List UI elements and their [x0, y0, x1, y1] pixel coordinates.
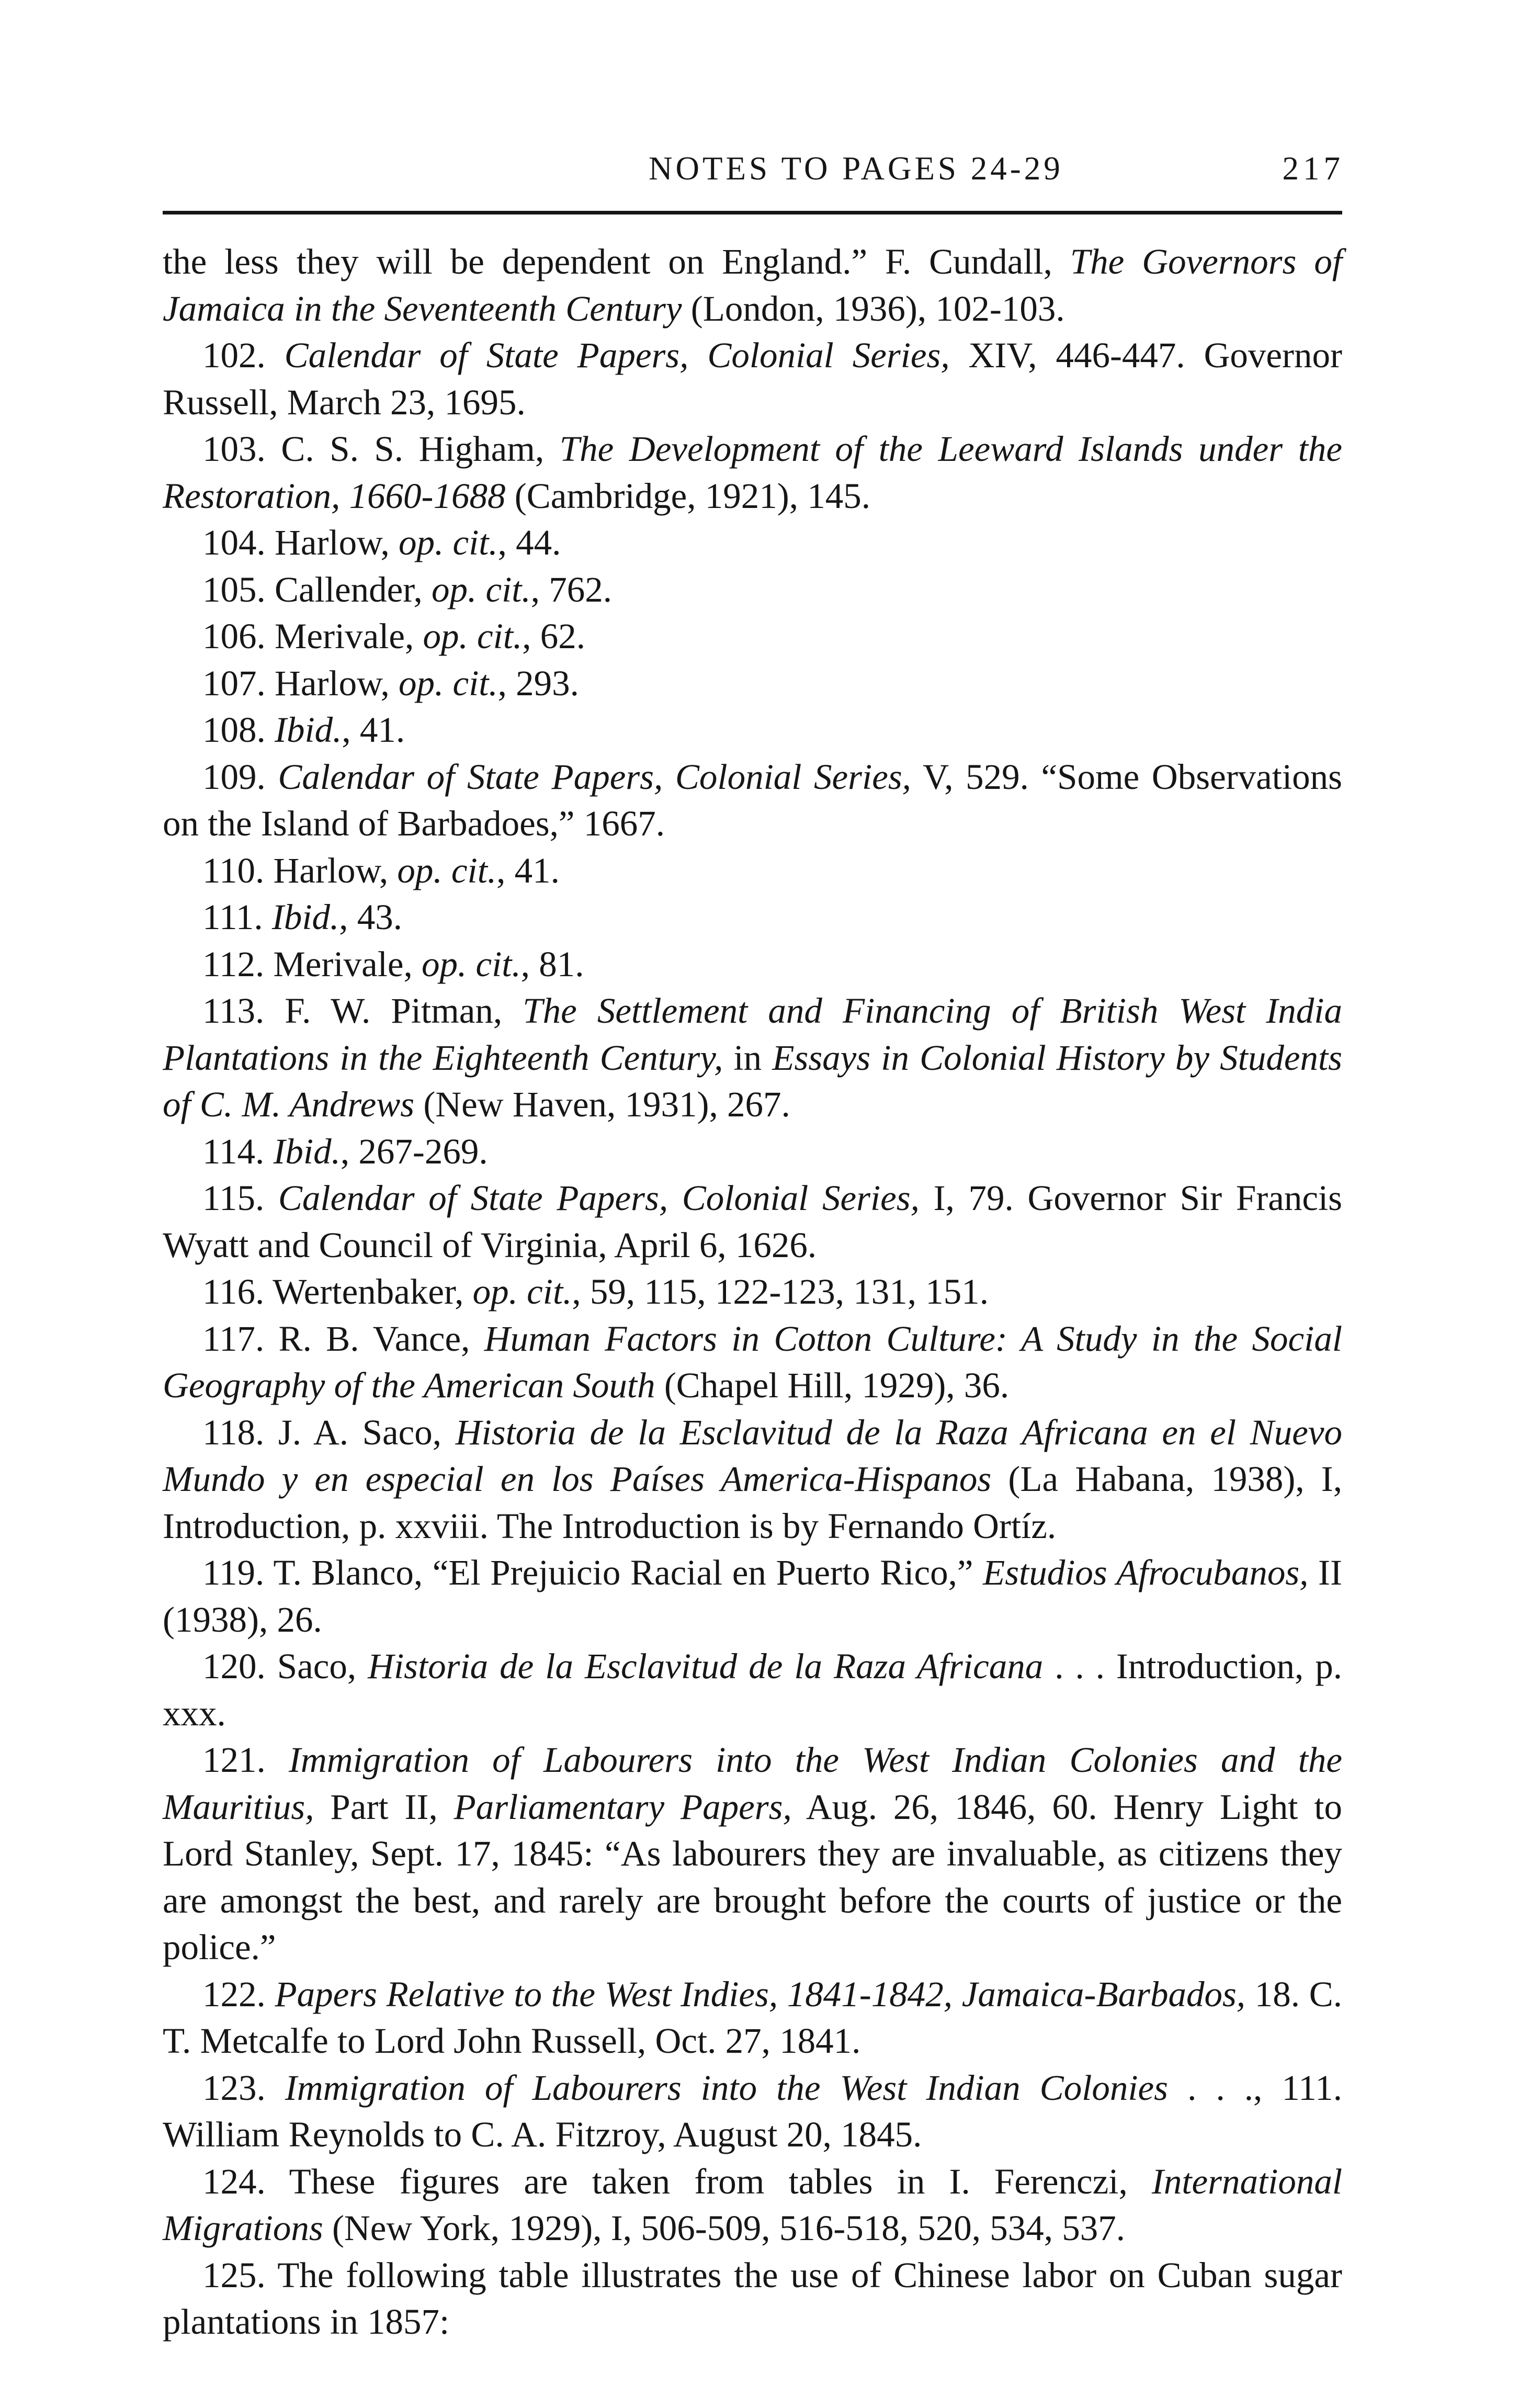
footnote [163, 426, 1342, 519]
text-run: 107. Harlow, [202, 663, 399, 703]
text-run: (Cambridge, 1921), 145. [505, 476, 871, 516]
footnote [163, 2252, 1342, 2346]
footnote [163, 1550, 1342, 1643]
footnote [163, 2158, 1342, 2252]
text-run: in [723, 1037, 773, 1078]
footnote [163, 941, 1342, 988]
italic-text: Immigration of Labourers into the West Indian Colonies [285, 2067, 1169, 2108]
text-run: 125. The following table illustrates the use of Chinese labor on Cuban sugar plantations in 1857: [163, 2255, 1342, 2342]
text-run: 119. T. Blanco, “El Prejuicio Racial en Puerto Rico,” [202, 1553, 983, 1592]
text-run: (La Habana, 1938), I, Introduction, p. xxviii. The Introduction is by Fernando Ortíz. [163, 1459, 1342, 1546]
text-run: V, 529. “Some Observations on the Island of Barbadoes,” 1667. [163, 756, 1342, 843]
text-run: 120. Saco, [202, 1646, 368, 1686]
text-run: XIV, 446-447. Governor Russell, March 23, 1695. [163, 335, 1342, 422]
text-run: I, 79. Governor Sir Francis Wyatt and Council of Virginia, April 6, 1626. [163, 1178, 1342, 1265]
text-run: , 267-269. [340, 1131, 488, 1171]
header-title: NOTES TO PAGES 24-29 [649, 150, 1063, 187]
text-run: II (1938), 26. [163, 1553, 1342, 1640]
text-run: 115. [202, 1178, 278, 1218]
text-run: , 62. [522, 616, 586, 656]
footnote [163, 332, 1342, 426]
footnote [163, 707, 1342, 754]
text-run: 105. Callender, [202, 569, 432, 609]
footnote [163, 613, 1342, 660]
text-run: , 41. [342, 710, 405, 750]
text-run: . . ., 111. William Reynolds to C. A. Fitzroy, August 20, 1845. [163, 2067, 1342, 2154]
footnote [163, 2065, 1342, 2158]
footnote [163, 1316, 1342, 1409]
italic-text: Ibid. [271, 897, 339, 937]
text-run: 122. [202, 1974, 275, 2014]
text-run: , 293. [497, 663, 579, 703]
text-run: (London, 1936), 102-103. [682, 288, 1065, 329]
page-number: 217 [1282, 150, 1344, 187]
italic-text: Ibid. [273, 1131, 341, 1171]
footnote [163, 519, 1342, 567]
footnote [163, 754, 1342, 847]
footnote [163, 1737, 1342, 1971]
text-run: 109. [202, 756, 278, 797]
italic-text: Immigration of Labourers into the West Indian Colonies and the Mauritius, [163, 1740, 1342, 1827]
text-run: (New Haven, 1931), 267. [414, 1084, 790, 1124]
text-run: , 44. [497, 523, 561, 562]
footnote [163, 1269, 1342, 1316]
italic-text: Historia de la Esclavitud de la Raza Africana [368, 1646, 1044, 1686]
text-run: 103. C. S. S. Higham, [202, 429, 560, 469]
footnote [163, 1971, 1342, 2065]
text-run: , 81. [520, 944, 584, 984]
text-run: Aug. 26, 1846, 60. Henry Light to Lord Stanley, Sept. 17, 1845: “As labourers they are invaluable, as citizens they are amongst the best, and rarely are brought before the courts of justice or the police.” [163, 1787, 1342, 1967]
text-run: , 762. [530, 569, 612, 609]
text-run: 112. Merivale, [202, 944, 422, 984]
text-run: Part II, [314, 1787, 454, 1827]
italic-text: Human Factors in Cotton Culture: A Study in the Social Geography of the American South [163, 1318, 1342, 1405]
running-header [649, 144, 1344, 197]
text-run: 102. [202, 335, 285, 375]
italic-text: op. cit. [422, 944, 521, 984]
italic-text: The Governors of Jamaica in the Seventeenth Century [163, 242, 1342, 329]
footnote [163, 847, 1342, 895]
header-rule [163, 211, 1342, 214]
italic-text: op. cit. [472, 1272, 572, 1312]
text-run: , 43. [339, 897, 403, 937]
footnote [163, 988, 1342, 1128]
italic-text: op. cit. [397, 850, 497, 890]
text-run: 118. J. A. Saco, [202, 1412, 456, 1452]
italic-text: Calendar of State Papers, Colonial Series, [278, 1178, 920, 1218]
italic-text: Estudios Afrocubanos, [983, 1553, 1309, 1592]
text-run: 113. F. W. Pitman, [202, 991, 523, 1031]
italic-text: Parliamentary Papers, [454, 1787, 792, 1827]
text-run: 114. [202, 1131, 274, 1171]
text-run: 108. [202, 710, 275, 750]
footnote [163, 1643, 1342, 1737]
italic-text: op. cit. [398, 523, 498, 562]
italic-text: Essays in Colonial History by Students of C. M. Andrews [163, 1037, 1342, 1124]
note-continuation [163, 239, 1342, 332]
italic-text: Calendar of State Papers, Colonial Series, [278, 756, 911, 797]
italic-text: op. cit. [423, 616, 523, 656]
footnote [163, 567, 1342, 614]
text-run: 106. Merivale, [202, 616, 423, 656]
italic-text: Ibid. [275, 710, 342, 750]
text-run: 116. Wertenbaker, [202, 1272, 473, 1312]
italic-text: The Settlement and Financing of British West India Plantations in the Eighteenth Century, [163, 991, 1342, 1078]
footnote [163, 894, 1342, 941]
italic-text: op. cit. [398, 663, 498, 703]
italic-text: Papers Relative to the West Indies, 1841-1842, Jamaica-Barbados, [275, 1974, 1246, 2014]
italic-text: Calendar of State Papers, Colonial Series, [284, 335, 950, 375]
text-run: , 59, 115, 122-123, 131, 151. [572, 1272, 989, 1312]
text-run: 123. [202, 2067, 285, 2108]
text-run: (New York, 1929), I, 506-509, 516-518, 520, 534, 537. [323, 2208, 1125, 2248]
text-run: (Chapel Hill, 1929), 36. [655, 1365, 1010, 1405]
footnote [163, 1128, 1342, 1175]
footnote [163, 1409, 1342, 1550]
text-run: 18. C. T. Metcalfe to Lord John Russell, Oct. 27, 1841. [163, 1974, 1342, 2061]
text-run: 124. These figures are taken from tables in I. Ferenczi, [202, 2161, 1152, 2201]
italic-text: International Migrations [163, 2161, 1342, 2248]
text-run: 104. Harlow, [202, 523, 399, 562]
italic-text: Historia de la Esclavitud de la Raza Africana en el Nuevo Mundo y en especial en los Países America-Hispanos [163, 1412, 1342, 1499]
text-run: 111. [202, 897, 272, 937]
text-run: 121. [202, 1740, 289, 1780]
text-run: . . . Introduction, p. xxx. [163, 1646, 1343, 1733]
text-run: 110. Harlow, [202, 850, 398, 890]
italic-text: The Development of the Leeward Islands under the Restoration, 1660-1688 [163, 429, 1342, 516]
italic-text: op. cit. [431, 569, 531, 609]
notes-body [163, 239, 1342, 2346]
text-run: 117. R. B. Vance, [202, 1318, 484, 1359]
text-run: the less they will be dependent on England.” F. Cundall, [163, 242, 1070, 281]
footnote [163, 1175, 1342, 1269]
footnote [163, 660, 1342, 707]
text-run: , 41. [496, 850, 560, 890]
